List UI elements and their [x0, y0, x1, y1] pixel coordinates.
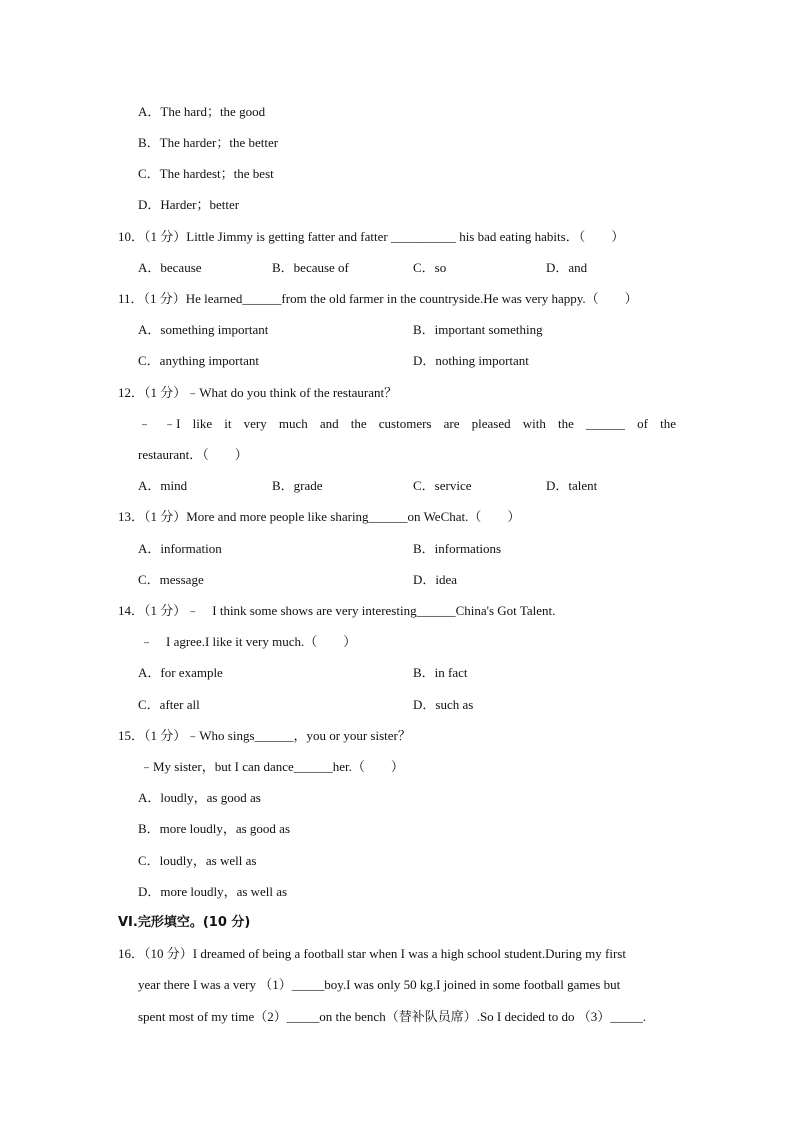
q9-option-b: B．The harder；the better: [138, 135, 279, 150]
q12-word: like: [192, 416, 213, 431]
q13-option-b: B．informations: [413, 541, 502, 556]
q16-line2: year there I was a very （1）_____boy.I was only 50 kg.I joined in some football games but: [138, 977, 621, 992]
q9-option-d: D．Harder；better: [138, 197, 240, 212]
q12-word: it: [224, 416, 232, 431]
q14-option-a: A．for example: [138, 665, 223, 680]
q11-option-b: B．important something: [413, 322, 543, 337]
q9-option-a: A．The hard；the good: [138, 104, 266, 119]
q14-option-b: B．in fact: [413, 665, 468, 680]
q10-option-a: A．because: [138, 260, 202, 275]
q12-word: and: [319, 416, 339, 431]
q12-blank: ______: [585, 416, 625, 431]
q12-option-b: B．grade: [272, 478, 323, 493]
q10-option-d: D．and: [546, 260, 588, 275]
q12-word: the: [557, 416, 574, 431]
section-title: VI.完形填空。(10 分): [118, 915, 251, 930]
q15-option-c: C．loudly，as well as: [138, 853, 257, 868]
q14-option-d: D．such as: [413, 697, 474, 712]
q12-line3: restaurant．（ ）: [138, 447, 248, 462]
q12-word: are: [443, 416, 460, 431]
q10-stem: 10．（1 分）Little Jimmy is getting fatter and fatter __________ his bad eating habits．（ ）: [118, 229, 625, 244]
q13-option-a: A．information: [138, 541, 222, 556]
q12-option-a: A．mind: [138, 478, 188, 493]
q15-option-b: B．more loudly，as good as: [138, 821, 291, 836]
q12-word: much: [278, 416, 308, 431]
q13-option-d: D．idea: [413, 572, 458, 587]
q12-word: ﹣: [138, 416, 152, 431]
q12-option-c: C．service: [413, 478, 472, 493]
q11-option-c: C．anything important: [138, 353, 259, 368]
q15-line2: ﹣My sister，but I can dance______her.（ ）: [140, 759, 404, 774]
q15-option-d: D．more loudly，as well as: [138, 884, 288, 899]
q14-option-c: C．after all: [138, 697, 200, 712]
q12-word: ﹣I: [163, 416, 181, 431]
q9-option-c: C．The hardest；the best: [138, 166, 274, 181]
q12-word: the: [660, 416, 676, 431]
q14-line2: ﹣ I agree.I like it very much.（ ）: [140, 634, 357, 649]
q16-line1: 16．（10 分）I dreamed of being a football star when I was a high school student.During my first: [118, 946, 626, 961]
q12-dialogue-line: [138, 415, 676, 433]
q12-word: very: [243, 416, 267, 431]
q12-word: the: [350, 416, 367, 431]
q10-option-c: C．so: [413, 260, 447, 275]
q11-stem: 11．（1 分）He learned______from the old farmer in the countryside.He was very happy.（ ）: [118, 291, 638, 306]
q13-option-c: C．message: [138, 572, 204, 587]
q11-option-d: D．nothing important: [413, 353, 529, 368]
q12-word: with: [522, 416, 546, 431]
q13-stem: 13．（1 分）More and more people like sharing______on WeChat.（ ）: [118, 509, 521, 524]
q10-option-b: B．because of: [272, 260, 349, 275]
q11-option-a: A．something important: [138, 322, 269, 337]
q12-stem: 12．（1 分）﹣What do you think of the restaurant？: [118, 385, 398, 400]
q12-word: customers: [378, 416, 432, 431]
q12-word: pleased: [471, 416, 511, 431]
q15-option-a: A．loudly，as good as: [138, 790, 261, 805]
q14-stem: 14．（1 分）﹣ I think some shows are very interesting______China's Got Talent.: [118, 603, 556, 618]
q12-option-d: D．talent: [546, 478, 598, 493]
q12-word: of: [637, 416, 648, 431]
q16-line3: spent most of my time（2）_____on the bench（替补队员席）.So I decided to do （3）_____.: [138, 1009, 647, 1024]
q15-stem: 15．（1 分）﹣Who sings______，you or your sister？: [118, 728, 411, 743]
